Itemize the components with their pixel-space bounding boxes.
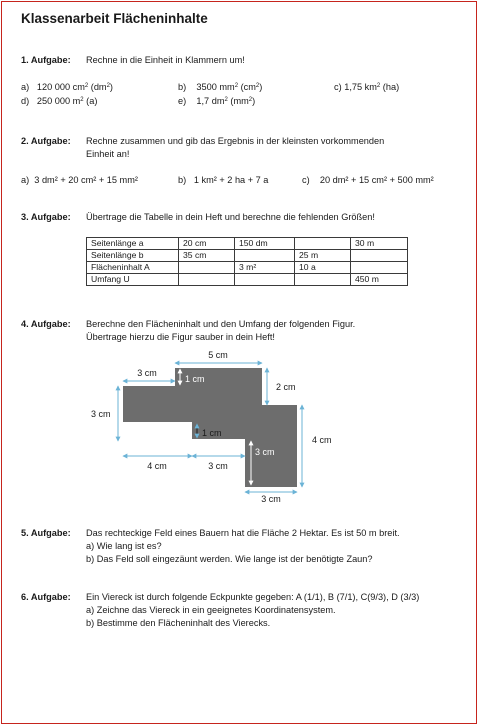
item-value: 250 000 m [36,96,81,106]
task4-label: 4. Aufgabe: [21,319,71,329]
table-cell [235,274,295,286]
task6-text: Ein Viereck ist durch folgende Eckpunkte gegeben: A (1/1), B (7/1), C(9/3), D (3/3) [86,592,420,602]
table-cell: Seitenlänge b [87,250,179,262]
dim-label-inner: 3 cm [255,447,275,457]
dim-label-left: 3 cm [91,409,111,419]
item-exponent: 2 [376,83,381,89]
table-cell [351,250,408,262]
task4-text-line2: Übertrage hierzu die Figur sauber in dein Heft! [86,332,275,342]
dim-label-notch-top: 1 cm [185,374,205,384]
table-cell: 10 a [295,262,351,274]
dim-label-top-left: 3 cm [137,368,157,378]
task5-text: Das rechteckige Feld eines Bauern hat die Fläche 2 Hektar. Es ist 50 m breit. [86,528,400,538]
table-cell: 450 m [351,274,408,286]
task1-item-a [21,82,113,92]
task3-label: 3. Aufgabe: [21,212,71,222]
task6-label: 6. Aufgabe: [21,592,71,602]
item-exponent: 2 [224,97,228,103]
table-cell: 30 m [351,238,408,250]
table-cell [295,238,351,250]
item-prefix: b) [178,175,187,185]
task4-text-line1: Berechne den Flächeninhalt und den Umfang der folgenden Figur. [86,319,356,329]
task2-label: 2. Aufgabe: [21,136,71,146]
dim-label-bottom-right: 3 cm [261,494,281,504]
item-prefix: c) [302,175,310,185]
item-value: 3500 mm [196,82,235,92]
item-prefix: b) [178,82,187,92]
task5-question-a: a) Wie lang ist es? [86,541,162,551]
task3-table [86,237,408,286]
item-unit-exponent: 2 [248,97,253,103]
item-expression: 3 dm² + 20 cm² + 15 mm² [34,175,138,185]
item-prefix: d) [21,96,30,106]
task6-question-b: b) Bestimme den Flächeninhalt des Vierecks. [86,618,271,628]
item-unit-exponent: 2 [255,83,260,89]
table-row [87,250,408,262]
task1-item-c [334,82,399,92]
item-value: 1,75 km [344,82,377,92]
item-unit-close: ) [259,82,263,92]
item-prefix: a) [21,82,30,92]
item-exponent: 2 [84,83,89,89]
task5-label: 5. Aufgabe: [21,528,71,538]
dim-label-bottom-left: 4 cm [147,461,167,471]
table-cell [235,250,295,262]
task2-text-line2: Einheit an! [86,149,130,159]
task2-item-a [21,175,138,185]
dim-label-right-upper: 2 cm [276,382,296,392]
table-row [87,238,408,250]
item-expression: 1 km² + 2 ha + 7 a [193,175,269,185]
table-cell [295,274,351,286]
dim-label-bottom-mid: 3 cm [208,461,228,471]
table-cell [179,274,235,286]
table-cell: 20 cm [179,238,235,250]
table-row [87,274,408,286]
item-unit: (mm [227,96,249,106]
item-value: 1,7 dm [196,96,225,106]
table-row [87,262,408,274]
item-expression: 20 dm² + 15 cm² + 500 mm² [319,175,434,185]
task1-label: 1. Aufgabe: [21,55,71,65]
item-unit-close: ) [109,82,113,92]
task1-item-b [178,82,262,92]
task1-item-e [178,96,255,106]
table-cell: 25 m [295,250,351,262]
item-value: 120 000 cm [36,82,85,92]
table-cell: Flächeninhalt A [87,262,179,274]
item-prefix: a) [21,175,30,185]
task4-figure [91,344,340,506]
item-unit: (a) [83,96,98,106]
item-prefix: c) [334,82,342,92]
dim-label-top: 5 cm [208,350,228,360]
task5-question-b: b) Das Feld soll eingezäunt werden. Wie lange ist der benötigte Zaun? [86,554,373,564]
task2-text-line1: Rechne zusammen und gib das Ergebnis in der kleinsten vorkommenden [86,136,385,146]
table-cell: 150 dm [235,238,295,250]
item-unit: (ha) [380,82,400,92]
task2-item-c [302,175,434,185]
page-title: Klassenarbeit Flächeninhalte [21,11,208,26]
item-exponent: 2 [80,97,84,103]
task1-item-d [21,96,97,106]
item-exponent: 2 [234,83,239,89]
table-cell: 3 m² [235,262,295,274]
dim-label-notch-bottom: 1 cm [202,428,222,438]
task3-text: Übertrage die Tabelle in dein Heft und berechne die fehlenden Größen! [86,212,375,222]
item-unit-close: ) [252,96,256,106]
table-cell [179,262,235,274]
table-cell: Umfang U [87,274,179,286]
task2-item-b [178,175,268,185]
task1-text: Rechne in die Einheit in Klammern um! [86,55,245,65]
table-cell: 35 cm [179,250,235,262]
table-cell [351,262,408,274]
table-cell: Seitenlänge a [87,238,179,250]
item-unit-exponent: 2 [106,83,110,89]
item-unit: (dm [88,82,107,92]
item-prefix: e) [178,96,187,106]
dim-label-right: 4 cm [312,435,332,445]
task6-question-a: a) Zeichne das Viereck in ein geeignetes Koordinatensystem. [86,605,336,615]
item-unit: (cm [238,82,256,92]
